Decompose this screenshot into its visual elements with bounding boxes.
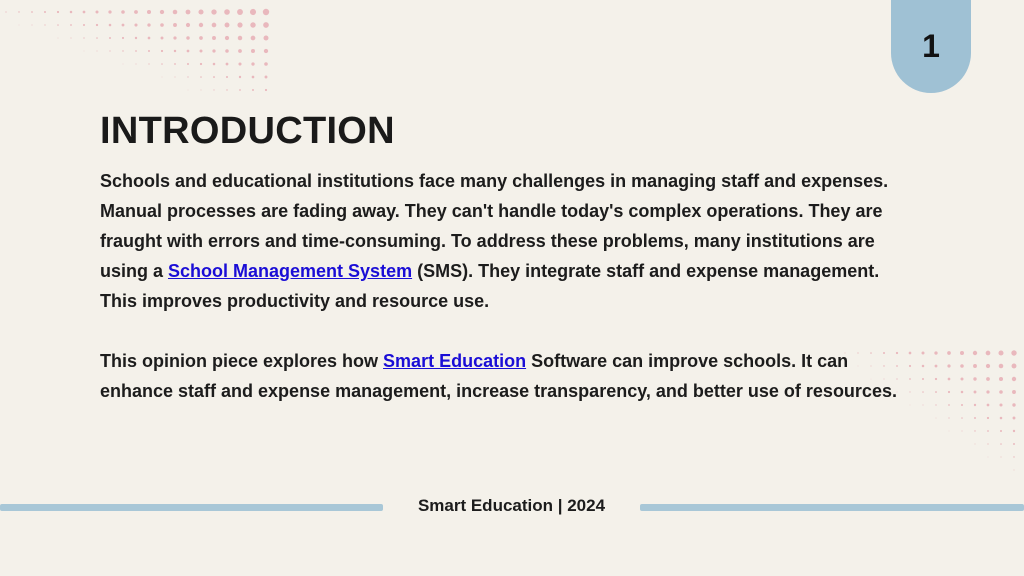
decorative-dot — [1013, 417, 1016, 420]
page-number-badge — [891, 0, 971, 93]
decorative-dot — [200, 76, 202, 78]
decorative-dot — [122, 24, 125, 27]
footer-divider-left — [0, 504, 383, 511]
decorative-dot — [225, 36, 229, 40]
decorative-dot — [1012, 364, 1017, 369]
school-management-system-link[interactable]: School Management System — [168, 261, 413, 281]
decorative-dot — [186, 36, 189, 39]
decorative-dot — [1000, 417, 1003, 420]
decorative-dot — [161, 37, 164, 40]
decorative-dot — [147, 10, 151, 14]
decorative-dot — [1000, 443, 1002, 445]
decorative-dot — [935, 391, 937, 393]
decorative-dot — [974, 430, 975, 431]
decorative-dot — [173, 23, 177, 27]
decorative-dot — [136, 64, 137, 65]
decorative-dot — [238, 36, 242, 40]
decorative-dot — [225, 49, 229, 53]
decorative-dot — [1013, 456, 1014, 457]
decorative-dot — [134, 23, 137, 26]
decorative-dot — [70, 37, 71, 38]
decorative-dot — [83, 24, 85, 26]
decorative-dot — [265, 76, 268, 79]
decorative-dot — [57, 24, 59, 26]
decorative-dot — [936, 418, 937, 419]
decorative-dot-pattern-top-left — [0, 0, 270, 100]
decorative-dot — [162, 77, 163, 78]
footer-text: Smart Education | 2024 — [417, 496, 606, 515]
decorative-dot — [174, 76, 175, 77]
decorative-dot — [109, 24, 112, 27]
decorative-dot — [160, 23, 164, 27]
decorative-dot — [95, 10, 98, 13]
decorative-dot — [264, 36, 269, 41]
decorative-dot — [123, 64, 124, 65]
decorative-dot — [70, 11, 73, 14]
decorative-dot — [239, 89, 241, 91]
decorative-dot — [226, 89, 227, 90]
decorative-dot — [238, 62, 241, 65]
decorative-dot — [31, 11, 33, 13]
decorative-dot — [84, 51, 85, 52]
decorative-dot — [58, 38, 59, 39]
decorative-dot — [251, 62, 254, 65]
decorative-dot — [188, 90, 189, 91]
decorative-dot — [961, 430, 962, 431]
decorative-dot — [935, 404, 936, 405]
decorative-dot — [948, 404, 950, 406]
decorative-dot — [96, 37, 98, 39]
decorative-dot — [83, 37, 84, 38]
decorative-dot — [224, 9, 230, 15]
decorative-dot — [135, 37, 137, 39]
paragraph-1: Schools and educational institutions face many challenges in managing staff and expenses. Manual processes are fading away. They can't handle today's complex operations. They are fraught with errors and time-consuming. To address these problems, many institutions are using a School Management System (SMS). They integrate staff and expense management. This improves productivity and resource use. — [100, 171, 889, 311]
decorative-dot — [934, 351, 937, 354]
decorative-dot — [122, 50, 123, 51]
decorative-dot — [238, 49, 242, 53]
decorative-dot — [121, 10, 125, 14]
decorative-dot — [122, 37, 124, 39]
decorative-dot — [161, 63, 163, 65]
decorative-dot — [948, 417, 949, 418]
decorative-dot — [961, 404, 963, 406]
decorative-dot — [988, 457, 989, 458]
decorative-dot — [999, 390, 1003, 394]
decorative-dot — [44, 11, 46, 13]
decorative-dot — [263, 22, 269, 28]
decorative-dot — [239, 76, 241, 78]
decorative-dot — [251, 36, 256, 41]
decorative-dot — [44, 24, 45, 25]
decorative-dot — [174, 63, 176, 65]
decorative-dot — [187, 63, 189, 65]
decorative-dot — [1013, 443, 1015, 445]
decorative-dot — [199, 23, 203, 27]
decorative-dot — [1012, 377, 1016, 381]
decorative-dot — [225, 23, 230, 28]
decorative-dot — [961, 391, 964, 394]
decorative-dot — [251, 49, 255, 53]
decorative-dot — [5, 11, 6, 12]
decorative-dot — [19, 25, 20, 26]
decorative-dot — [923, 405, 924, 406]
decorative-dot — [83, 11, 86, 14]
decorative-dot — [935, 365, 938, 368]
decorative-dot — [999, 364, 1004, 369]
decorative-dot — [987, 417, 989, 419]
decorative-dot — [987, 443, 988, 444]
decorative-dot — [1013, 430, 1015, 432]
decorative-dot — [1012, 390, 1016, 394]
decorative-dot — [237, 9, 243, 15]
decorative-dot — [186, 10, 191, 15]
decorative-dot — [1011, 350, 1016, 355]
decorative-dot — [212, 36, 216, 40]
body-text — [100, 166, 920, 406]
decorative-dot — [173, 10, 178, 15]
decorative-dot — [250, 22, 255, 27]
footer-divider-right — [640, 504, 1024, 511]
decorative-dot — [999, 377, 1003, 381]
decorative-dot — [922, 391, 924, 393]
decorative-dot — [986, 351, 991, 356]
decorative-dot — [200, 63, 202, 65]
decorative-dot — [974, 417, 976, 419]
decorative-dot — [960, 351, 964, 355]
decorative-dot — [161, 50, 163, 52]
decorative-dot — [174, 50, 176, 52]
decorative-dot — [252, 76, 255, 79]
decorative-dot — [948, 391, 950, 393]
decorative-dot — [237, 22, 242, 27]
decorative-dot — [187, 76, 188, 77]
slide-title: INTRODUCTION — [100, 110, 395, 152]
decorative-dot — [211, 9, 216, 14]
decorative-dot — [948, 378, 951, 381]
decorative-dot — [947, 364, 950, 367]
decorative-dot — [998, 350, 1003, 355]
paragraph-2: This opinion piece explores how Smart Education Software can improve schools. It can enhance staff and expense management, increase transparency, and better use of resources. — [100, 351, 897, 401]
decorative-dot — [973, 364, 977, 368]
decorative-dot — [250, 9, 256, 15]
page-number: 1 — [922, 28, 940, 64]
decorative-dot — [252, 89, 254, 91]
decorative-dot — [200, 50, 203, 53]
decorative-dot — [949, 431, 950, 432]
decorative-dot — [265, 89, 267, 91]
decorative-dot — [198, 9, 203, 14]
decorative-dot — [1012, 403, 1015, 406]
decorative-dot — [973, 351, 977, 355]
decorative-dot — [201, 90, 202, 91]
decorative-dot — [986, 377, 990, 381]
decorative-dot — [199, 36, 203, 40]
decorative-dot — [213, 63, 216, 66]
decorative-dot — [961, 417, 963, 419]
decorative-dot — [212, 23, 217, 28]
decorative-dot — [147, 23, 150, 26]
decorative-dot — [975, 444, 976, 445]
decorative-dot — [974, 391, 977, 394]
decorative-dot — [148, 63, 149, 64]
decorative-dot — [31, 24, 32, 25]
decorative-dot — [70, 24, 72, 26]
decorative-dot — [1000, 430, 1002, 432]
decorative-dot — [186, 23, 190, 27]
decorative-dot — [960, 364, 964, 368]
decorative-dot — [960, 377, 963, 380]
decorative-dot — [148, 37, 151, 40]
decorative-dot — [134, 10, 138, 14]
decorative-dot — [973, 377, 976, 380]
decorative-dot — [999, 403, 1002, 406]
decorative-dot — [263, 9, 269, 15]
decorative-dot — [947, 351, 951, 355]
decorative-dot — [109, 37, 111, 39]
decorative-dot — [264, 49, 268, 53]
decorative-dot — [264, 62, 268, 66]
decorative-dot — [1000, 456, 1001, 457]
decorative-dot — [213, 76, 215, 78]
decorative-dot — [987, 430, 989, 432]
decorative-dot — [974, 404, 976, 406]
decorative-dot — [173, 36, 176, 39]
decorative-dot — [935, 378, 937, 380]
decorative-dot — [922, 352, 925, 355]
decorative-dot — [97, 51, 98, 52]
decorative-dot — [226, 63, 229, 66]
decorative-dot — [108, 10, 111, 13]
smart-education-link[interactable]: Smart Education — [383, 351, 527, 371]
decorative-dot — [109, 50, 110, 51]
decorative-dot — [18, 11, 19, 12]
decorative-dot — [986, 364, 990, 368]
decorative-dot — [1014, 470, 1015, 471]
decorative-dot — [148, 50, 150, 52]
decorative-dot — [212, 49, 215, 52]
decorative-dot — [987, 404, 990, 407]
decorative-dot — [922, 378, 924, 380]
decorative-dot — [922, 365, 925, 368]
decorative-dot — [986, 390, 989, 393]
decorative-dot — [213, 89, 214, 90]
decorative-dot — [57, 11, 59, 13]
decorative-dot — [187, 50, 190, 53]
decorative-dot — [96, 24, 98, 26]
decorative-dot — [160, 10, 164, 14]
decorative-dot — [135, 50, 137, 52]
decorative-dot — [226, 76, 228, 78]
